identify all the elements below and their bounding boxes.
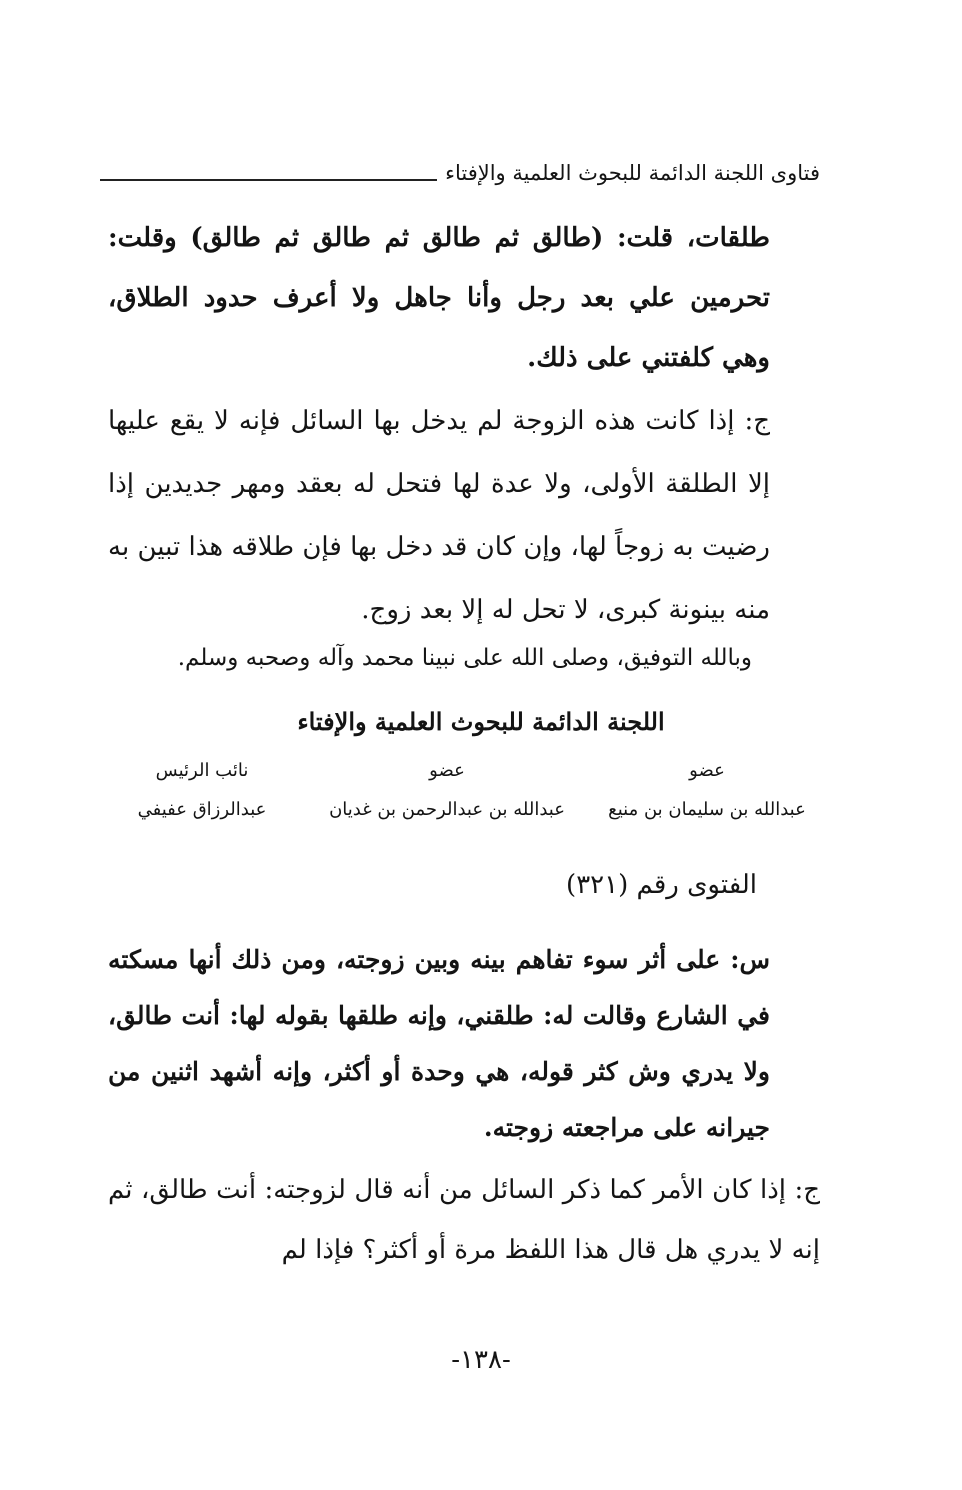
question-2: س: على أثر سوء تفاهم بينه وبين زوجته، ومن ذلك أنها مسكته في الشارع وقالت له: طلقني، وإنه طلقها بقوله لها: أنت طالق، ولا يدري وش كثر قوله، هي وحدة أو أكثر، وإنه أشهد اثنين من جيرانه على مراجعته زوجته. (108, 945, 770, 1142)
signatory-role: نائب الرئيس (155, 760, 249, 781)
page-number: -١٣٨- (451, 1345, 511, 1375)
signatory-name: عبدالله بن سليمان بن منيع (608, 799, 806, 820)
signatory-name: عبدالرزاق عفيفي (137, 799, 267, 820)
header-rule (100, 179, 437, 181)
signatory-role: عضو (429, 760, 465, 781)
question-1: طلقات، قلت: (طالق ثم طالق ثم طالق ثم طالق) وقلت: تحرمين علي بعد رجل وأنا جاهل ولا أعرف حدود الطلاق، وهي كلفتني على ذلك. (108, 223, 770, 373)
committee-name: اللجنة الدائمة للبحوث العلمية والإفتاء (297, 707, 665, 736)
signatory-member-1 (602, 760, 812, 820)
signatory-name: عبدالله بن عبدالرحمن بن غديان (329, 799, 565, 820)
signatory-role: عضو (689, 760, 725, 781)
fatwa-number: الفتوى رقم (٣٢١) (566, 870, 757, 900)
header-title: فتاوى اللجنة الدائمة للبحوث العلمية والإفتاء (445, 160, 820, 185)
answer-1: ج: إذا كانت هذه الزوجة لم يدخل بها السائل فإنه لا يقع عليها إلا الطلقة الأولى، ولا عدة لها فتحل له بعقد ومهر جديدين إذا رضيت به زوجاً لها، وإن كان قد دخل بها فإن طلاقه هذا تبين به منه بينونة كبرى، لا تحل له إلا بعد زوج. (108, 406, 770, 625)
closing-formula: وبالله التوفيق، وصلى الله على نبينا محمد وآله وصحبه وسلم. (177, 645, 752, 671)
running-header (100, 148, 820, 188)
signatory-member-2 (322, 760, 572, 820)
answer-2: ج: إذا كان الأمر كما ذكر السائل من أنه قال لزوجته: أنت طالق، ثم إنه لا يدري هل قال هذا اللفظ مرة أو أكثر؟ فإذا لم (108, 1175, 820, 1265)
signatory-vice-president (132, 760, 272, 820)
